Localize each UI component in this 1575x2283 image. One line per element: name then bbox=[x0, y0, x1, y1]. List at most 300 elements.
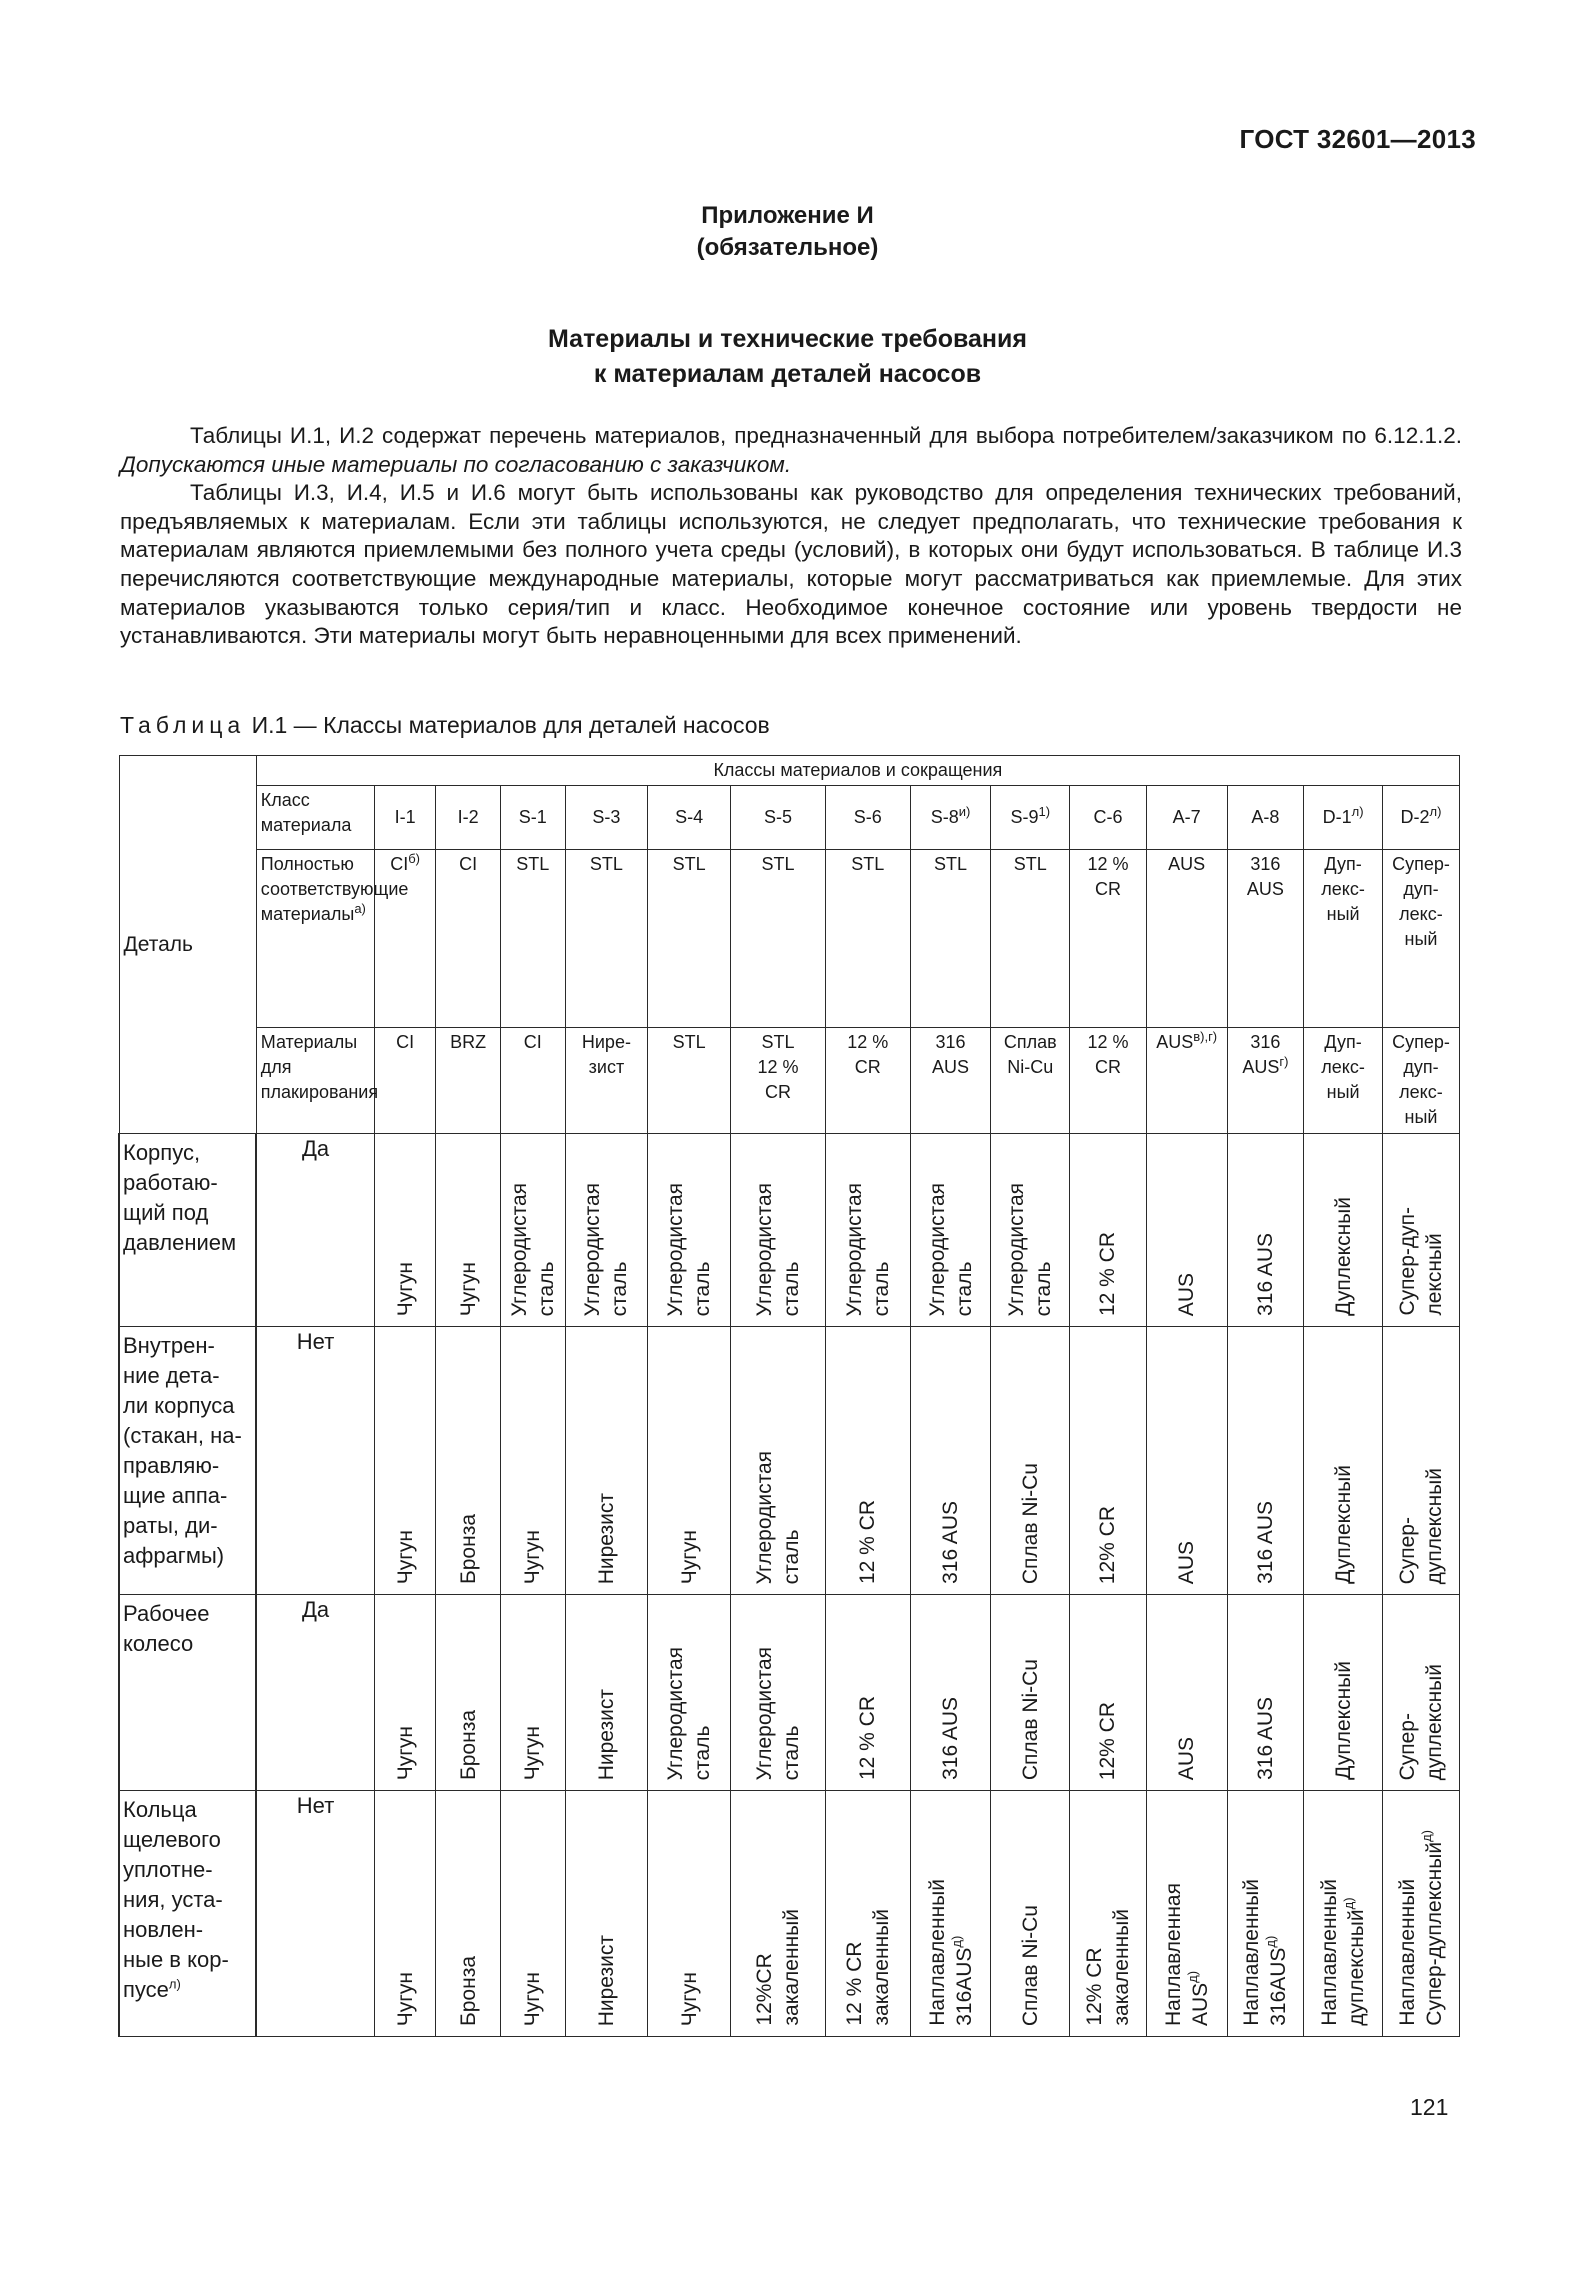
part-flag-cell bbox=[256, 1327, 374, 1595]
part-material-text: 12 % CR bbox=[856, 1695, 880, 1780]
part-material bbox=[1394, 1207, 1448, 1316]
clad-material: 12 % CR bbox=[847, 1032, 889, 1077]
part-material-text: Дуплексный bbox=[1331, 1465, 1355, 1584]
part-material-text: Наплавленный 316AUS bbox=[925, 1879, 976, 2026]
paragraph-2: Таблицы И.3, И.4, И.5 и И.6 могут быть использованы как руководство для определения технических требований, предъявляемых к материалам. Если эти таблицы используются, не следует предполагать, что технические требования к материалам являются приемлемыми без полного учета среды (условий), в которых они будут использоваться. В таблице И.3 перечисляются соответствующие международные материалы, которые могут рассматриваться как приемлемые. Для этих материалов указываются только серия/тип и класс. Необходимое конечное состояние или уровень твердости не устанавливаются. Эти материалы могут быть неравноценными для всех применений. bbox=[120, 480, 1462, 649]
part-material bbox=[392, 1262, 419, 1316]
part-material-cell bbox=[1146, 1791, 1227, 2037]
part-material-cell bbox=[500, 1791, 565, 2037]
class-code: D-1 bbox=[1322, 807, 1352, 827]
full-material-cell bbox=[825, 850, 910, 1028]
part-material-cell bbox=[648, 1595, 731, 1791]
part-material bbox=[1252, 1501, 1279, 1584]
full-material: STL bbox=[589, 854, 623, 874]
part-material-cell bbox=[991, 1595, 1070, 1791]
part-material bbox=[506, 1183, 560, 1316]
part-flag-cell bbox=[256, 1791, 374, 2037]
class-row bbox=[119, 786, 1460, 850]
part-material-cell bbox=[565, 1791, 648, 2037]
class-code-cell bbox=[910, 786, 991, 850]
part-material-text: Углеродистая сталь bbox=[925, 1182, 976, 1316]
part-material-text: AUS bbox=[1175, 1272, 1199, 1316]
part-material bbox=[854, 1500, 881, 1584]
part-material-cell bbox=[648, 1791, 731, 2037]
part-material-text: Нирезист bbox=[594, 1934, 618, 2026]
class-code-footnote: 1) bbox=[1038, 804, 1051, 819]
clad-material-footnote: г) bbox=[1279, 1054, 1289, 1069]
part-material-text: Углеродистая сталь bbox=[842, 1182, 893, 1316]
part-material bbox=[579, 1183, 633, 1316]
part-material-text: Углеродистая сталь bbox=[752, 1182, 803, 1316]
clad-material: CI bbox=[523, 1032, 542, 1052]
clad-material-cell bbox=[436, 1028, 501, 1134]
part-material-cell bbox=[648, 1134, 731, 1327]
part-material-cell bbox=[1382, 1327, 1459, 1595]
clad-material: BRZ bbox=[450, 1032, 487, 1052]
full-material: CI bbox=[390, 854, 409, 874]
part-material-cell bbox=[1304, 1791, 1383, 2037]
part-material-text: Наплавленный Супер-дуплексный bbox=[1395, 1842, 1446, 2026]
part-material-cell bbox=[1304, 1595, 1383, 1791]
class-row-label-cell bbox=[256, 786, 374, 850]
part-material-text: Бронза bbox=[456, 1513, 480, 1584]
part-material-cell bbox=[991, 1134, 1070, 1327]
full-material: AUS bbox=[1168, 854, 1206, 874]
part-material-cell bbox=[825, 1791, 910, 2037]
part-material-text: 12% CR закаленный bbox=[1082, 1909, 1133, 2026]
part-material bbox=[593, 1493, 620, 1584]
part-name-cell bbox=[119, 1595, 256, 1791]
part-material-cell bbox=[1227, 1595, 1304, 1791]
full-material-cell bbox=[731, 850, 826, 1028]
part-material-cell bbox=[1070, 1595, 1147, 1791]
part-material-text: Углеродистая сталь bbox=[1005, 1182, 1056, 1316]
part-material-cell bbox=[825, 1595, 910, 1791]
clad-materials-row bbox=[119, 1028, 1460, 1134]
page-number: 121 bbox=[1410, 2094, 1449, 2120]
full-material-cell bbox=[1070, 850, 1147, 1028]
part-material-text: 316 AUS bbox=[939, 1501, 963, 1584]
class-code: A-7 bbox=[1172, 807, 1201, 827]
full-row-label-footnote: а) bbox=[354, 901, 366, 916]
document-standard-header: ГОСТ 32601—2013 bbox=[1239, 124, 1476, 154]
part-material-footnote: д) bbox=[948, 1935, 964, 1948]
part-material-cell bbox=[1304, 1134, 1383, 1327]
part-material bbox=[751, 1183, 805, 1316]
part-material bbox=[854, 1696, 881, 1780]
full-material: Дуп- лекс- ный bbox=[1321, 854, 1365, 924]
part-material bbox=[662, 1647, 716, 1780]
clad-material-cell bbox=[374, 1028, 436, 1134]
part-material-text: 12 % CR закаленный bbox=[842, 1909, 893, 2026]
full-material-cell bbox=[436, 850, 501, 1028]
clad-material-cell bbox=[1070, 1028, 1147, 1134]
part-material-text: Чугун bbox=[456, 1261, 480, 1316]
part-material bbox=[1173, 1273, 1200, 1316]
full-material: STL bbox=[672, 854, 706, 874]
full-material-cell bbox=[374, 850, 436, 1028]
part-material-text: 12% CR bbox=[1096, 1505, 1120, 1584]
class-code-cell bbox=[374, 786, 436, 850]
class-code: C-6 bbox=[1093, 807, 1123, 827]
part-material-cell bbox=[500, 1595, 565, 1791]
title-line-1: Материалы и технические требования bbox=[548, 325, 1027, 353]
full-material: STL bbox=[1013, 854, 1047, 874]
part-material-cell bbox=[731, 1791, 826, 2037]
clad-material: 316 AUS bbox=[1242, 1032, 1281, 1077]
part-material bbox=[1081, 1909, 1135, 2026]
full-material-cell bbox=[648, 850, 731, 1028]
part-material bbox=[841, 1183, 895, 1316]
class-code: S-6 bbox=[853, 807, 882, 827]
class-code-cell bbox=[1227, 786, 1304, 850]
part-material bbox=[662, 1183, 716, 1316]
class-code-cell bbox=[565, 786, 648, 850]
part-material bbox=[1394, 1830, 1448, 2026]
part-material-text: Супер- дуплексный bbox=[1395, 1663, 1446, 1780]
part-material-text: Сплав Ni-Cu bbox=[1018, 1658, 1042, 1780]
class-code-cell bbox=[825, 786, 910, 850]
class-code: I-1 bbox=[394, 807, 416, 827]
part-material bbox=[924, 1183, 978, 1316]
part-material-text: Углеродистая сталь bbox=[507, 1182, 558, 1316]
part-material-text: Чугун bbox=[393, 1971, 417, 2026]
part-material-text: 12% CR bbox=[1096, 1701, 1120, 1780]
clad-material: AUS bbox=[1156, 1032, 1194, 1052]
clad-material: CI bbox=[396, 1032, 415, 1052]
part-material-text: AUS bbox=[1175, 1540, 1199, 1584]
class-code-cell bbox=[991, 786, 1070, 850]
part-material-text: Чугун bbox=[521, 1529, 545, 1584]
part-material-text: Углеродистая сталь bbox=[581, 1182, 632, 1316]
part-material-cell bbox=[648, 1327, 731, 1595]
part-material-cell bbox=[1146, 1595, 1227, 1791]
part-material bbox=[1094, 1232, 1121, 1316]
part-material-text: Углеродистая сталь bbox=[664, 1646, 715, 1780]
clad-material-cell bbox=[500, 1028, 565, 1134]
part-material-cell bbox=[565, 1327, 648, 1595]
part-material bbox=[455, 1956, 482, 2026]
detail-header: Деталь bbox=[123, 932, 193, 956]
part-row bbox=[119, 1595, 1460, 1791]
full-material-cell bbox=[500, 850, 565, 1028]
full-materials-row bbox=[119, 850, 1460, 1028]
part-material bbox=[1160, 1883, 1214, 2026]
clad-material-cell bbox=[1146, 1028, 1227, 1134]
part-material bbox=[751, 1909, 805, 2026]
class-code: A-8 bbox=[1251, 807, 1280, 827]
part-material-text: 316 AUS bbox=[1253, 1697, 1277, 1780]
full-material-cell bbox=[1382, 850, 1459, 1028]
clad-material-cell bbox=[825, 1028, 910, 1134]
class-code-footnote: и) bbox=[958, 804, 971, 819]
part-material bbox=[392, 1972, 419, 2026]
part-material-text: Наплавленный дуплексный bbox=[1318, 1879, 1369, 2026]
part-material-cell bbox=[436, 1791, 501, 2037]
part-material-text: 12 % CR bbox=[1096, 1231, 1120, 1316]
part-material bbox=[751, 1647, 805, 1780]
full-material: STL bbox=[516, 854, 550, 874]
part-material-cell bbox=[1227, 1791, 1304, 2037]
class-row-label: Класс материала bbox=[260, 790, 352, 835]
class-code: D-2 bbox=[1400, 807, 1430, 827]
part-material-footnote: д) bbox=[1263, 1935, 1279, 1948]
part-material-text: Чугун bbox=[393, 1529, 417, 1584]
class-code: S-8 bbox=[930, 807, 959, 827]
part-material-cell bbox=[825, 1327, 910, 1595]
part-material bbox=[1017, 1659, 1044, 1780]
part-material bbox=[519, 1972, 546, 2026]
clad-material-cell bbox=[1382, 1028, 1459, 1134]
full-material-cell bbox=[1146, 850, 1227, 1028]
part-material-cell bbox=[1227, 1134, 1304, 1327]
part-material-cell bbox=[565, 1134, 648, 1327]
table-caption bbox=[120, 712, 770, 739]
full-material-cell bbox=[1304, 850, 1383, 1028]
part-material-cell bbox=[1070, 1327, 1147, 1595]
part-material bbox=[1330, 1197, 1357, 1316]
part-name-footnote: л) bbox=[168, 1976, 181, 1992]
part-material bbox=[751, 1451, 805, 1584]
part-material-text: Нирезист bbox=[594, 1492, 618, 1584]
full-row-label: Полностью соответствующие материалы bbox=[260, 854, 409, 924]
full-material-cell bbox=[991, 850, 1070, 1028]
part-material bbox=[1173, 1541, 1200, 1584]
part-material-cell bbox=[1382, 1595, 1459, 1791]
part-material-cell bbox=[910, 1791, 991, 2037]
clad-material-cell bbox=[731, 1028, 826, 1134]
full-material-cell bbox=[910, 850, 991, 1028]
clad-material: 316 AUS bbox=[932, 1032, 970, 1077]
part-material-text: 316 AUS bbox=[1253, 1233, 1277, 1316]
part-name: Рабочее колесо bbox=[123, 1601, 210, 1656]
part-material bbox=[1394, 1664, 1448, 1780]
full-material-footnote: б) bbox=[408, 851, 420, 866]
class-code-footnote: л) bbox=[1429, 804, 1442, 819]
part-material-cell bbox=[731, 1327, 826, 1595]
part-row bbox=[119, 1134, 1460, 1327]
part-row bbox=[119, 1327, 1460, 1595]
part-material-text: Дуплексный bbox=[1331, 1661, 1355, 1780]
clad-material: Нире- зист bbox=[581, 1032, 631, 1077]
part-material-cell bbox=[374, 1791, 436, 2037]
part-material-text: 12 % CR bbox=[856, 1499, 880, 1584]
part-material-cell bbox=[565, 1595, 648, 1791]
part-material bbox=[593, 1935, 620, 2026]
part-material bbox=[841, 1909, 895, 2026]
part-material-cell bbox=[1382, 1791, 1459, 2037]
part-name-cell bbox=[119, 1134, 256, 1327]
full-material-cell bbox=[565, 850, 648, 1028]
materials-table bbox=[118, 755, 1460, 2037]
clad-material-cell bbox=[1227, 1028, 1304, 1134]
part-material-cell bbox=[436, 1595, 501, 1791]
class-code: S-5 bbox=[763, 807, 792, 827]
part-material bbox=[455, 1514, 482, 1584]
part-material-footnote: д) bbox=[1184, 1970, 1200, 1983]
part-material bbox=[937, 1501, 964, 1584]
part-material-cell bbox=[500, 1134, 565, 1327]
clad-row-label: Материалы для плакирования bbox=[260, 1032, 379, 1102]
paragraph-1-main: Таблицы И.1, И.2 содержат перечень материалов, предназначенный для выбора потребителем/заказчиком по 6.12.1.2. bbox=[190, 423, 1462, 448]
part-material-text: Супер- дуплексный bbox=[1395, 1467, 1446, 1584]
part-material-text: AUS bbox=[1175, 1736, 1199, 1780]
part-name: Корпус, работаю- щий под давлением bbox=[123, 1140, 237, 1255]
part-name-cell bbox=[119, 1327, 256, 1595]
paragraph-1 bbox=[120, 422, 1462, 479]
part-material-cell bbox=[1304, 1327, 1383, 1595]
part-material-text: Чугун bbox=[521, 1725, 545, 1780]
clad-material-cell bbox=[648, 1028, 731, 1134]
part-material-cell bbox=[436, 1327, 501, 1595]
part-flag: Да bbox=[301, 1136, 330, 1161]
group-header: Классы материалов и сокращения bbox=[713, 760, 1003, 780]
part-material-text: 12%CR закаленный bbox=[752, 1909, 803, 2026]
clad-material: STL 12 % CR bbox=[757, 1032, 799, 1102]
full-material-cell bbox=[1227, 850, 1304, 1028]
part-material-cell bbox=[1070, 1134, 1147, 1327]
part-material-footnote: д) bbox=[1418, 1830, 1434, 1843]
part-material bbox=[593, 1689, 620, 1780]
part-material bbox=[392, 1530, 419, 1584]
full-material: CI bbox=[459, 854, 478, 874]
part-material-text: Сплав Ni-Cu bbox=[1018, 1904, 1042, 2026]
part-material bbox=[1017, 1463, 1044, 1584]
part-material-text: Бронза bbox=[456, 1955, 480, 2026]
part-material-cell bbox=[1070, 1791, 1147, 2037]
part-material-text: Чугун bbox=[677, 1971, 701, 2026]
document-title bbox=[0, 322, 1575, 392]
part-material-cell bbox=[374, 1134, 436, 1327]
part-material-cell bbox=[436, 1134, 501, 1327]
table-header-row bbox=[119, 756, 1460, 786]
part-material-text: Наплавленная AUS bbox=[1161, 1882, 1212, 2026]
part-material-cell bbox=[991, 1791, 1070, 2037]
part-material-text: Чугун bbox=[677, 1529, 701, 1584]
part-material bbox=[1252, 1697, 1279, 1780]
part-material bbox=[455, 1710, 482, 1780]
class-code: S-4 bbox=[675, 807, 704, 827]
part-material bbox=[455, 1262, 482, 1316]
part-material-text: Углеродистая сталь bbox=[752, 1646, 803, 1780]
part-material-text: 316 AUS bbox=[939, 1697, 963, 1780]
part-material bbox=[1017, 1905, 1044, 2026]
part-material bbox=[1238, 1879, 1292, 2026]
clad-material: Сплав Ni-Cu bbox=[1003, 1032, 1057, 1077]
class-code-cell bbox=[731, 786, 826, 850]
clad-material-cell bbox=[1304, 1028, 1383, 1134]
part-material-text: Супер-дуп- лексный bbox=[1395, 1207, 1446, 1316]
part-material bbox=[1330, 1661, 1357, 1780]
annex-title: Приложение И bbox=[701, 202, 874, 229]
class-code: S-3 bbox=[592, 807, 621, 827]
class-code: S-9 bbox=[1010, 807, 1039, 827]
table-caption-label: Таблица bbox=[120, 712, 246, 738]
part-material-cell bbox=[910, 1327, 991, 1595]
part-flag-cell bbox=[256, 1134, 374, 1327]
class-code-cell bbox=[1070, 786, 1147, 850]
detail-header-cell bbox=[119, 756, 256, 1134]
part-material bbox=[676, 1972, 703, 2026]
part-flag-cell bbox=[256, 1595, 374, 1791]
part-material bbox=[1094, 1702, 1121, 1780]
class-code: I-2 bbox=[457, 807, 479, 827]
class-code-cell bbox=[1304, 786, 1383, 850]
part-name: Внутрен- ние дета- ли корпуса (стакан, на- правляю- щие аппа- раты, ди- афрагмы) bbox=[123, 1333, 242, 1568]
class-code-cell bbox=[1382, 786, 1459, 850]
part-flag: Нет bbox=[296, 1793, 335, 1818]
part-material-text: Чугун bbox=[393, 1725, 417, 1780]
part-material-text: Сплав Ni-Cu bbox=[1018, 1462, 1042, 1584]
part-material-text: Углеродистая сталь bbox=[752, 1450, 803, 1584]
part-row bbox=[119, 1791, 1460, 2037]
class-code: S-1 bbox=[518, 807, 547, 827]
part-material bbox=[1394, 1468, 1448, 1584]
part-material bbox=[1330, 1465, 1357, 1584]
part-flag: Нет bbox=[296, 1329, 335, 1354]
part-material bbox=[1094, 1506, 1121, 1584]
part-material-cell bbox=[374, 1327, 436, 1595]
paragraph-1-italic: Допускаются иные материалы по согласованию с заказчиком. bbox=[120, 451, 792, 477]
part-material-text: Наплавленный 316AUS bbox=[1240, 1879, 1291, 2026]
clad-material: 12 % CR bbox=[1087, 1032, 1129, 1077]
clad-material-footnote: в),г) bbox=[1193, 1029, 1218, 1044]
full-material: STL bbox=[851, 854, 885, 874]
part-material bbox=[676, 1530, 703, 1584]
clad-material: Супер- дуп- лекс- ный bbox=[1392, 1032, 1450, 1127]
part-material-cell bbox=[500, 1327, 565, 1595]
part-material-cell bbox=[825, 1134, 910, 1327]
clad-material-cell bbox=[991, 1028, 1070, 1134]
part-material-text: Дуплексный bbox=[1331, 1197, 1355, 1316]
title-line-2: к материалам деталей насосов bbox=[593, 360, 982, 388]
part-material bbox=[1316, 1879, 1370, 2026]
part-material-cell bbox=[1227, 1327, 1304, 1595]
table-caption-title: И.1 — Классы материалов для деталей насосов bbox=[245, 712, 770, 738]
full-material: STL bbox=[761, 854, 795, 874]
clad-material: Дуп- лекс- ный bbox=[1321, 1032, 1365, 1102]
class-code-cell bbox=[500, 786, 565, 850]
part-material bbox=[519, 1726, 546, 1780]
part-material-cell bbox=[374, 1595, 436, 1791]
part-name: Кольца щелевого уплотне- ния, уста- новлен- ные в кор- пусе bbox=[123, 1797, 229, 2002]
part-material-text: Чугун bbox=[521, 1971, 545, 2026]
part-material-cell bbox=[1146, 1134, 1227, 1327]
part-material bbox=[1003, 1183, 1057, 1316]
part-name-cell bbox=[119, 1791, 256, 2037]
part-material-cell bbox=[910, 1134, 991, 1327]
part-material bbox=[392, 1726, 419, 1780]
annex-heading bbox=[0, 200, 1575, 264]
class-code-cell bbox=[436, 786, 501, 850]
clad-material-cell bbox=[910, 1028, 991, 1134]
part-material-cell bbox=[731, 1134, 826, 1327]
part-material-text: 316 AUS bbox=[1253, 1501, 1277, 1584]
part-material-cell bbox=[731, 1595, 826, 1791]
part-material bbox=[1173, 1737, 1200, 1780]
class-code-cell bbox=[1146, 786, 1227, 850]
part-material-text: Бронза bbox=[456, 1709, 480, 1780]
part-material-text: Нирезист bbox=[594, 1688, 618, 1780]
class-code-cell bbox=[648, 786, 731, 850]
part-material bbox=[519, 1530, 546, 1584]
part-material-footnote: д) bbox=[1341, 1897, 1357, 1910]
part-material-cell bbox=[991, 1327, 1070, 1595]
part-material-text: Чугун bbox=[393, 1261, 417, 1316]
part-flag: Да bbox=[301, 1597, 330, 1622]
part-material-cell bbox=[1146, 1327, 1227, 1595]
annex-status: (обязательное) bbox=[696, 234, 879, 261]
